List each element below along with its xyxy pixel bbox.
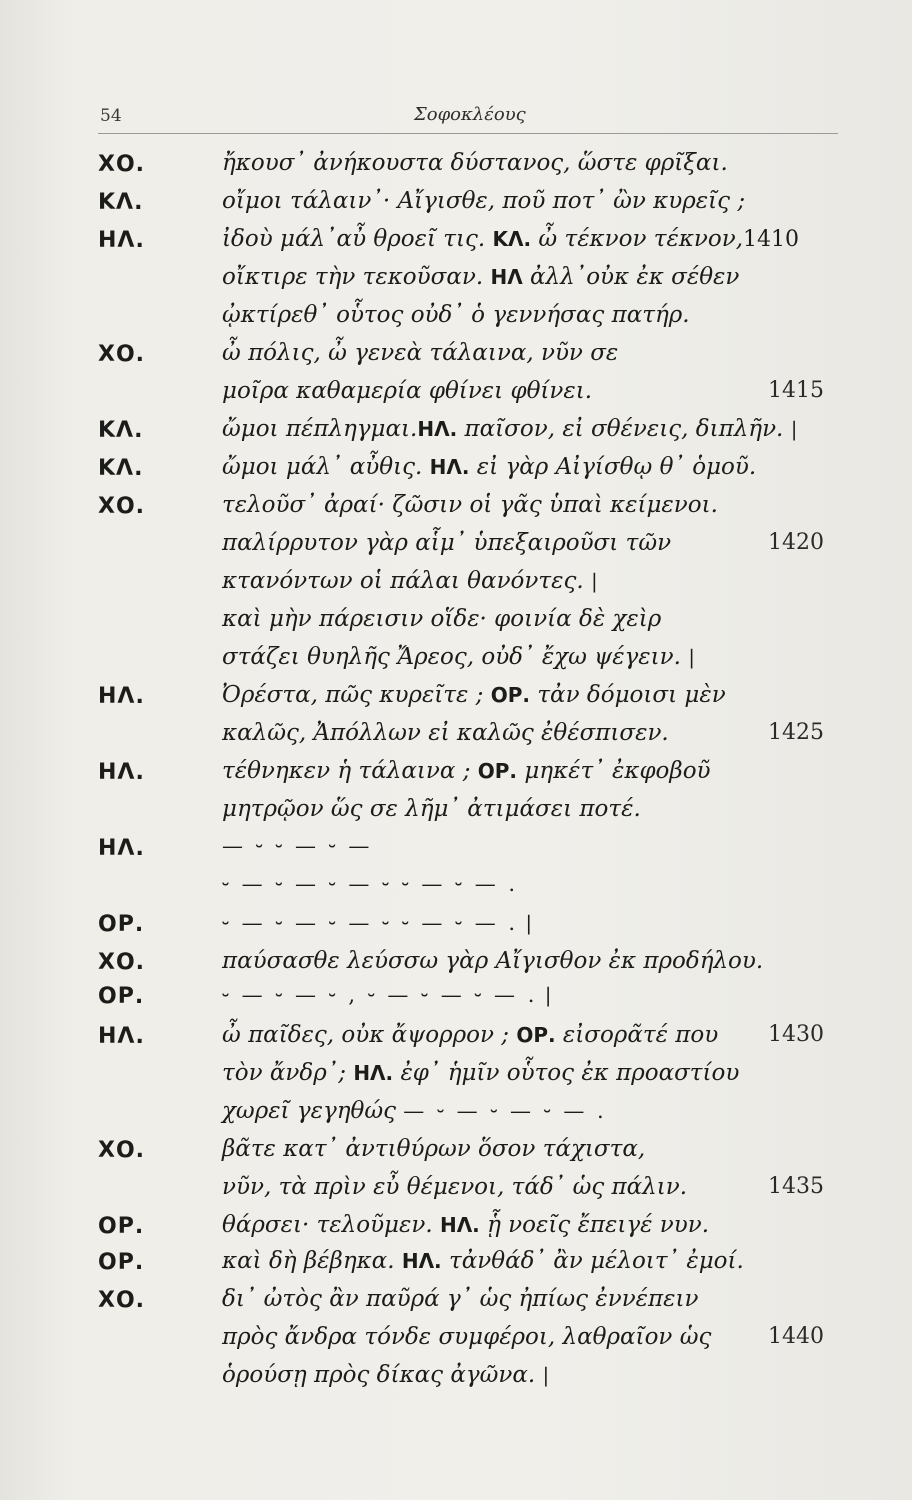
verse-text [222,1060,739,1086]
verse-end-mark: | [525,911,533,935]
inline-speaker-label: ΟΡ. [477,759,518,783]
speaker-label: ΚΛ. [98,418,144,443]
verse-segment: θάρσει· τελοῦμεν. [222,1212,433,1238]
verse-segment: παῖσον, εἰ σθένεις, διπλῆν. [464,416,784,442]
verse-text [222,1098,607,1124]
verse-line [0,302,912,336]
verse-line [0,1324,912,1358]
inline-speaker-label: ΟΡ. [516,1023,556,1047]
verse-line [0,1022,912,1056]
verse-text [222,758,711,784]
verse-text: οἴμοι τάλαιν᾽· Αἴγισθε, ποῦ ποτ᾽ ὢν κυρεῖς ; [222,188,746,214]
verse-line [0,226,912,260]
inline-speaker-label: ΗΛ. [353,1061,394,1085]
verse-segment: Ὀρέστα, πῶς κυρεῖτε ; [222,682,484,708]
verse-segment: ἰδοὺ μάλ᾽αὖ θροεῖ τις. [222,226,486,252]
inline-speaker-label: ΗΛ. [401,1249,442,1273]
verse-segment: ᾗ νοεῖς ἔπειγέ νυν. [487,1212,710,1238]
verse-text: ᾠκτίρεθ᾽ οὗτος οὐδ᾽ ὁ γεννήσας πατήρ. [222,302,690,328]
metrical-scheme: — ⏑ ⏑ — ⏑ — [222,834,373,858]
verse-line [0,454,912,488]
inline-speaker-label: ΟΡ. [490,683,531,707]
verse-text: μητρῷον ὥς σε λῆμ᾽ ἀτιμάσει ποτέ. [222,796,641,822]
verse-text: ὦ πόλις, ὦ γενεὰ τάλαινα, νῦν σε [222,340,619,366]
verse-line [0,644,912,678]
verse-text: δι᾽ ὠτὸς ἂν παῦρά γ᾽ ὡς ἠπίως ἐννέπειν [222,1286,699,1312]
speaker-label: ΧΟ. [98,1138,146,1163]
verse-line [0,416,912,450]
verse-text: παύσασθε λεύσσω γὰρ Αἴγισθον ἐκ προδήλου. [222,948,764,974]
verse-segment: οἴκτιρε τὴν τεκοῦσαν. [222,264,484,290]
speaker-label: ΧΟ. [98,342,146,367]
verse-segment: κτανόντων οἱ πάλαι θανόντες. [222,568,584,594]
speaker-label: ΟΡ. [98,1214,145,1239]
inline-speaker-label: ΗΛ. [439,1213,480,1237]
speaker-label: ΧΟ. [98,494,146,519]
speaker-label: ΟΡ. [98,984,145,1009]
verse-text [222,644,695,670]
speaker-label: ΗΛ. [98,836,145,861]
speaker-label: ΟΡ. [98,1250,145,1275]
verse-text [222,1362,549,1388]
verse-line [0,720,912,754]
speaker-label: ΚΛ. [98,190,144,215]
verse-text: νῦν, τὰ πρὶν εὖ θέμενοι, τάδ᾽ ὡς πάλιν. [222,1174,688,1200]
line-number: 1420 [768,530,824,555]
verse-line [0,568,912,602]
verse-line [0,910,912,944]
header-rule [98,133,838,134]
verse-end-mark: | [688,645,696,669]
verse-text [222,416,797,442]
line-number: 1435 [768,1174,824,1199]
verse-end-mark: | [590,569,598,593]
verse-line [0,340,912,374]
verse-end-mark: | [544,983,552,1007]
verse-text [222,264,739,290]
line-number: 1430 [768,1022,824,1047]
verse-segment: τέθνηκεν ἡ τάλαινα ; [222,758,471,784]
speaker-label: ΚΛ. [98,456,144,481]
verse-text [222,910,532,936]
verse-text [222,1022,718,1048]
inline-speaker-label: ΗΛ. [429,455,470,479]
verse-line [0,1174,912,1208]
inline-speaker-label: ΗΛ [490,265,523,289]
verse-text: ἤκουσ᾽ ἀνήκουστα δύστανος, ὥστε φρῖξαι. [222,150,728,176]
verse-line [0,948,912,982]
line-number: 1415 [768,378,824,403]
page-number: 54 [100,106,122,126]
verse-segment: ὦ παῖδες, οὐκ ἄψορρον ; [222,1022,509,1048]
verse-line [0,264,912,298]
verse-segment: ἐφ᾽ ἡμῖν οὗτος ἐκ προαστίου [400,1060,740,1086]
verse-segment: ὁρούσῃ πρὸς δίκας ἀγῶνα. [222,1362,536,1388]
verse-line [0,492,912,526]
verse-text [222,1248,744,1274]
verse-line [0,1136,912,1170]
verse-line [0,682,912,716]
verse-text [222,982,551,1008]
verse-text: καλῶς, Ἀπόλλων εἰ καλῶς ἐθέσπισεν. [222,720,669,746]
verse-text [222,226,799,252]
line-number: 1425 [768,720,824,745]
speaker-label: ΟΡ. [98,912,145,937]
verse-line [0,796,912,830]
metrical-scheme: ⏑ — ⏑ — ⏑ — ⏑ ⏑ — ⏑ — . [222,872,519,896]
speaker-label: ΧΟ. [98,950,146,975]
verse-text: βᾶτε κατ᾽ ἀντιθύρων ὅσον τάχιστα, [222,1136,646,1162]
verse-segment: τὸν ἄνδρ᾽; [222,1060,346,1086]
speaker-label: ΗΛ. [98,228,145,253]
speaker-label: ΗΛ. [98,684,145,709]
speaker-label: ΧΟ. [98,152,146,177]
verse-segment: μηκέτ᾽ ἐκφοβοῦ [524,758,711,784]
verse-text [222,568,598,594]
verse-line [0,378,912,412]
verse-text: μοῖρα καθαμερία φθίνει φθίνει. [222,378,593,404]
verse-segment: τἀνθάδ᾽ ἂν μέλοιτ᾽ ἐμοί. [448,1248,744,1274]
verse-end-mark: | [790,417,798,441]
verse-line [0,150,912,184]
speaker-label: ΗΛ. [98,760,145,785]
verse-line [0,758,912,792]
verse-line [0,1060,912,1094]
line-number: 1410 [743,227,800,252]
speaker-label: ΧΟ. [98,1288,146,1313]
verse-text: παλίρρυτον γὰρ αἷμ᾽ ὑπεξαιροῦσι τῶν [222,530,672,556]
inline-speaker-label: ΚΛ. [492,227,532,251]
verse-text: πρὸς ἄνδρα τόνδε συμφέροι, λαθραῖον ὡς [222,1324,712,1350]
verse-text [222,682,726,708]
verse-segment: ἀλλ᾽οὐκ ἐκ σέθεν [530,264,740,290]
verse-line [0,188,912,222]
metrical-scheme: — ⏑ — ⏑ — ⏑ — . [403,1099,607,1123]
inline-speaker-label: ΗΛ. [417,417,458,441]
verse-text [222,1212,709,1238]
verse-segment: ὤμοι πέπληγμαι. [222,416,418,442]
verse-segment: τἀν δόμοισι μὲν [537,682,726,708]
verse-line [0,1212,912,1246]
verse-segment: εἰ γὰρ Αἰγίσθῳ θ᾽ ὁμοῦ. [476,454,757,480]
verse-text: τελοῦσ᾽ ἀραί· ζῶσιν οἱ γᾶς ὑπαὶ κείμενοι. [222,492,718,518]
verse-segment: χωρεῖ γεγηθώς [222,1098,396,1124]
verse-line [0,834,912,868]
verse-line [0,1248,912,1282]
verse-line [0,1098,912,1132]
verse-segment: ὦ τέκνον τέκνον, [538,226,744,252]
verse-segment: εἰσορᾶτέ που [562,1022,719,1048]
verse-line [0,530,912,564]
verse-text: καὶ μὴν πάρεισιν οἵδε· φοινία δὲ χεὶρ [222,606,662,632]
verse-line [0,872,912,906]
verse-segment: ὤμοι μάλ᾽ αὖθις. [222,454,423,480]
verse-text [222,454,756,480]
verse-segment: καὶ δὴ βέβηκα. [222,1248,395,1274]
verse-line [0,982,912,1016]
running-title: Σοφοκλέους [414,104,526,125]
metrical-scheme: ⏑ — ⏑ — ⏑ , ⏑ — ⏑ — ⏑ — . [222,983,538,1007]
verse-line [0,606,912,640]
speaker-label: ΗΛ. [98,1024,145,1049]
line-number: 1440 [768,1324,824,1349]
verse-line [0,1362,912,1396]
verse-line [0,1286,912,1320]
verse-segment: στάζει θυηλῆς Ἄρεος, οὐδ᾽ ἔχω ψέγειν. [222,644,681,670]
verse-end-mark: | [542,1363,550,1387]
metrical-scheme: ⏑ — ⏑ — ⏑ — ⏑ ⏑ — ⏑ — . [222,911,519,935]
